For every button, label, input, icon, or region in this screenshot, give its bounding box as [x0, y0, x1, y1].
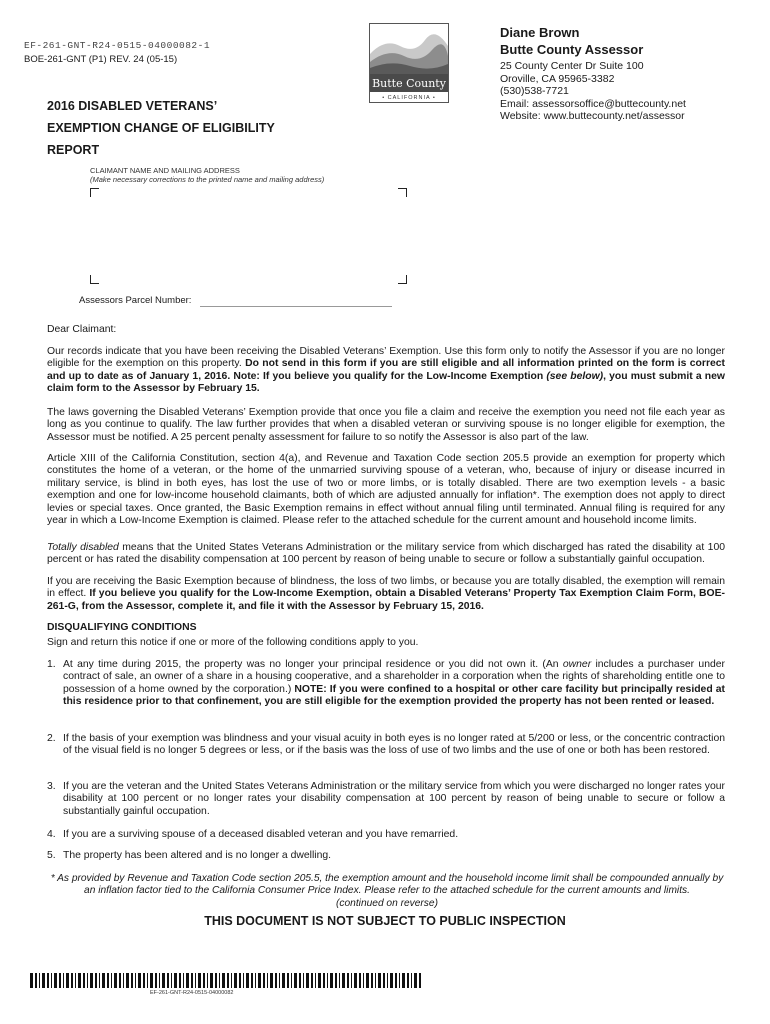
- barcode-bar: [179, 973, 181, 988]
- barcode-bar: [231, 973, 232, 988]
- barcode-bar: [99, 973, 100, 988]
- list-number: 1.: [47, 659, 56, 670]
- title-line-1: 2016 DISABLED VETERANS’: [47, 99, 218, 113]
- p1-text-b: Do not send in this form if you are still eligible and all information printed on the form is correct and up to date as of January 1, 2016. Note: If you believe you qualify for the Low-Income Exemption: [47, 358, 726, 382]
- barcode-bar: [270, 973, 273, 988]
- title-line-3: REPORT: [47, 143, 100, 157]
- barcode-bar: [138, 973, 141, 988]
- barcode-bar: [330, 973, 333, 988]
- barcode-bar: [75, 973, 76, 988]
- barcode-bar: [198, 973, 201, 988]
- barcode-bar: [378, 973, 381, 988]
- barcode: [30, 973, 425, 988]
- barcode-bar: [347, 973, 349, 988]
- greeting: Dear Claimant:: [47, 324, 117, 335]
- barcode-bar: [95, 973, 97, 988]
- paragraph-article: Article XIII of the California Constitution, section 4(a), and Revenue and Taxation Code section 205.5 provide an exemption for property which constitutes the home of a veteran, or the home of the unmarried surviving spouse of a veteran, who, because of injury or disease incurred in military service, is blind in both eyes, has lost the use of two or more limbs, or is totally disabled. There are two exemption levels - a basic exemption and one for low-income household claimants, both of which are adjusted annually for inflation*. The exemption does not apply to direct levies or special taxes. Once granted, the Basic Exemption remains in effect without annual filing until terminated. Annual filing is required for any year in which a Low-Income Exemption is claimed. Please refer to the attached schedule for the current amount and household income limits.: [47, 453, 725, 527]
- barcode-bar: [195, 973, 196, 988]
- barcode-bar: [375, 973, 376, 988]
- barcode-bar: [387, 973, 388, 988]
- barcode-bar: [207, 973, 208, 988]
- barcode-bar: [147, 973, 148, 988]
- barcode-bar: [186, 973, 189, 988]
- barcode-bar: [299, 973, 301, 988]
- paragraph-law: The laws governing the Disabled Veterans’ Exemption provide that once you file a claim and receive the exemption you need not file each year as long as you continue to qualify. The law further provides that when a disabled veteran or surviving spouse is no longer eligible for exemption, the Assessor must be notified. A 25 percent penalty assessment for failure to so notify the Assessor is also part of the law.: [47, 407, 725, 443]
- barcode-bar: [311, 973, 313, 988]
- barcode-bar: [191, 973, 193, 988]
- paragraph-basic-exemption: [47, 576, 725, 613]
- barcode-bar: [239, 973, 241, 988]
- list-item: [47, 829, 725, 841]
- barcode-bar: [282, 973, 285, 988]
- barcode-bar: [83, 973, 85, 988]
- barcode-bar: [150, 973, 153, 988]
- barcode-bar: [390, 973, 393, 988]
- barcode-bar: [399, 973, 400, 988]
- logo-title: Butte County: [372, 77, 446, 90]
- barcode-bar: [407, 973, 409, 988]
- assessor-office: Butte County Assessor: [500, 42, 644, 57]
- barcode-bar: [318, 973, 321, 988]
- condition-1-text-a: At any time during 2015, the property was no longer your principal residence or you did not own it. (An: [63, 659, 563, 670]
- barcode-bar: [402, 973, 405, 988]
- barcode-bar: [255, 973, 256, 988]
- barcode-bar: [414, 973, 417, 988]
- barcode-bar: [210, 973, 213, 988]
- barcode-bar: [363, 973, 364, 988]
- assessor-address2: Oroville, CA 95965-3382: [500, 72, 615, 85]
- assessor-address1: 25 County Center Dr Suite 100: [500, 60, 644, 72]
- barcode-bar: [327, 973, 328, 988]
- list-number: 3.: [47, 781, 56, 792]
- butte-county-logo: [369, 23, 449, 103]
- barcode-bar: [54, 973, 57, 988]
- barcode-bar: [39, 973, 40, 988]
- condition-1-text-c: includes a purchaser under contract of sale, an owner of a share in a housing cooperative, and a shareholder in a corporation when the rights of shareholding entitle one to possession of a home owned by the corporation.): [63, 659, 725, 695]
- barcode-bar: [203, 973, 205, 988]
- barcode-bar: [371, 973, 373, 988]
- barcode-bar: [246, 973, 249, 988]
- p1-text-c: (see below): [546, 370, 604, 382]
- address-window-corner-tr: [398, 188, 407, 197]
- barcode-bar: [71, 973, 73, 988]
- list-item: [47, 781, 725, 818]
- barcode-bar: [306, 973, 309, 988]
- barcode-bar: [42, 973, 45, 988]
- form-title: [47, 95, 347, 161]
- barcode-bar: [215, 973, 217, 988]
- barcode-bar: [171, 973, 172, 988]
- barcode-text: EF-261-GNT-R24-0515-04000082: [150, 990, 234, 996]
- barcode-bar: [126, 973, 129, 988]
- barcode-bar: [135, 973, 136, 988]
- barcode-bar: [291, 973, 292, 988]
- barcode-bar: [263, 973, 265, 988]
- form-code: EF-261-GNT-R24-0515-04000082-1: [24, 40, 211, 51]
- barcode-bar: [222, 973, 225, 988]
- barcode-bar: [287, 973, 289, 988]
- barcode-bar: [87, 973, 88, 988]
- barcode-bar: [315, 973, 316, 988]
- barcode-bar: [183, 973, 184, 988]
- barcode-bar: [351, 973, 352, 988]
- list-number: 5.: [47, 850, 56, 861]
- barcode-bar: [107, 973, 109, 988]
- barcode-bar: [174, 973, 177, 988]
- condition-3-text: If you are the veteran and the United States Veterans Administration or the military service from which you were discharged no longer rates your disability at 100 percent or no longer rates your disability compensation at 100 percent by reason of being unable to secure or follow a substantially gainful occupation.: [63, 781, 725, 817]
- barcode-bar: [119, 973, 121, 988]
- barcode-bar: [35, 973, 37, 988]
- assessor-email: Email: assessorsoffice@buttecounty.net: [500, 97, 686, 110]
- barcode-bar: [342, 973, 345, 988]
- form-revision: BOE-261-GNT (P1) REV. 24 (05-15): [24, 54, 178, 65]
- condition-1-text-b: owner: [562, 659, 592, 670]
- condition-5-text: The property has been altered and is no longer a dwelling.: [63, 850, 332, 861]
- assessor-phone: (530)538-7721: [500, 85, 569, 97]
- barcode-bar: [63, 973, 64, 988]
- barcode-bar: [159, 973, 160, 988]
- parcel-number-field[interactable]: [200, 306, 392, 307]
- barcode-bar: [395, 973, 397, 988]
- logo-subtitle: • CALIFORNIA •: [382, 95, 436, 101]
- list-number: 4.: [47, 829, 56, 840]
- barcode-bar: [383, 973, 385, 988]
- barcode-bar: [258, 973, 261, 988]
- footnote: [47, 873, 727, 910]
- barcode-bar: [251, 973, 253, 988]
- condition-2-text: If the basis of your exemption was blindness and your visual acuity in both eyes is no longer rated at 5/200 or less, or the concentric contraction of the visual field is no longer 5 degrees or less, or if the basis was the loss of use of two limbs and the use of one or both has been restored.: [63, 733, 725, 757]
- disqualifying-heading: DISQUALIFYING CONDITIONS: [47, 622, 197, 633]
- barcode-bar: [90, 973, 93, 988]
- address-window-corner-br: [398, 275, 407, 284]
- barcode-bar: [155, 973, 157, 988]
- barcode-bar: [143, 973, 145, 988]
- p4-text: means that the United States Veterans Administration or the military service from which discharged has rated the disability at 100 percent or has rated the disability compensation at 100 percent by reason of being unable to secure or follow a substantially gainful occupation.: [47, 542, 725, 566]
- barcode-bar: [411, 973, 412, 988]
- barcode-bar: [227, 973, 229, 988]
- footnote-text: * As provided by Revenue and Taxation Code section 205.5, the exemption amount and the household income limit shall be compounded annually by an inflation factor tied to the California Consumer Price Index. Please refer to the attached schedule for the current amounts and limits.: [50, 873, 724, 897]
- barcode-bar: [47, 973, 49, 988]
- barcode-bar: [303, 973, 304, 988]
- list-item: [47, 659, 725, 709]
- list-item: [47, 733, 725, 758]
- barcode-bar: [219, 973, 220, 988]
- barcode-bar: [294, 973, 297, 988]
- p1-text-a: Our records indicate that you have been receiving the Disabled Veterans’ Exemption. Use this form only to notify the Assessor if you are no longer eligible for the exemption on this property.: [47, 346, 725, 370]
- barcode-bar: [111, 973, 112, 988]
- barcode-bar: [275, 973, 277, 988]
- barcode-bar: [51, 973, 52, 988]
- barcode-bar: [131, 973, 133, 988]
- assessor-website: Website: www.buttecounty.net/assessor: [500, 110, 685, 122]
- condition-1-text-d: NOTE: If you were confined to a hospital or other care facility but principally resided at this residence prior to that confinement, you are still eligible for the exemption provided the property has not been rented or leased.: [63, 683, 725, 708]
- barcode-bar: [59, 973, 61, 988]
- parcel-number-label: Assessors Parcel Number:: [79, 295, 192, 306]
- condition-4-text: If you are a surviving spouse of a deceased disabled veteran and you have remarried.: [63, 829, 459, 840]
- barcode-bar: [243, 973, 244, 988]
- claimant-label-note: (Make necessary corrections to the printed name and mailing address): [90, 175, 325, 184]
- barcode-bar: [354, 973, 357, 988]
- paragraph-intro: [47, 346, 725, 396]
- public-inspection-notice: THIS DOCUMENT IS NOT SUBJECT TO PUBLIC INSPECTION: [204, 914, 566, 928]
- p5-text-b: If you believe you qualify for the Low-Income Exemption, obtain a Disabled Veterans’ Property Tax Exemption Claim Form, BOE-261-G, from the Assessor, complete it, and file it with the Assessor by February 15, 2016.: [47, 588, 725, 612]
- barcode-bar: [335, 973, 337, 988]
- list-number: 2.: [47, 733, 56, 744]
- barcode-bar: [323, 973, 325, 988]
- barcode-bar: [366, 973, 369, 988]
- barcode-bar: [66, 973, 69, 988]
- address-window-corner-bl: [90, 275, 99, 284]
- assessor-contact: [500, 24, 760, 123]
- barcode-bar: [123, 973, 124, 988]
- barcode-bar: [162, 973, 165, 988]
- barcode-bar: [234, 973, 237, 988]
- barcode-bar: [78, 973, 81, 988]
- barcode-bar: [359, 973, 361, 988]
- title-line-2: EXEMPTION CHANGE OF ELIGIBILITY: [47, 121, 275, 135]
- barcode-bar: [279, 973, 280, 988]
- barcode-bar: [419, 973, 421, 988]
- barcode-bar: [267, 973, 268, 988]
- p5-text-a: If you are receiving the Basic Exemption because of blindness, the loss of two limbs, or because you are totally disabled, the exemption will remain in effect.: [47, 576, 725, 600]
- p4-term: Totally disabled: [47, 542, 119, 553]
- p1-text-d: , you must submit a new claim form to the Assessor by February 15.: [47, 370, 725, 395]
- disqualifying-intro: Sign and return this notice if one or more of the following conditions apply to you.: [47, 637, 419, 648]
- claimant-label-title: CLAIMANT NAME AND MAILING ADDRESS: [90, 166, 240, 175]
- claimant-label: [90, 166, 324, 184]
- continued-note: (continued on reverse): [336, 897, 438, 909]
- barcode-bar: [167, 973, 169, 988]
- barcode-bar: [339, 973, 340, 988]
- barcode-bar: [30, 973, 33, 988]
- paragraph-totally-disabled: [47, 542, 725, 567]
- barcode-bar: [102, 973, 105, 988]
- address-window-corner-tl: [90, 188, 99, 197]
- barcode-bar: [114, 973, 117, 988]
- assessor-name: Diane Brown: [500, 25, 580, 40]
- list-item: [47, 850, 725, 862]
